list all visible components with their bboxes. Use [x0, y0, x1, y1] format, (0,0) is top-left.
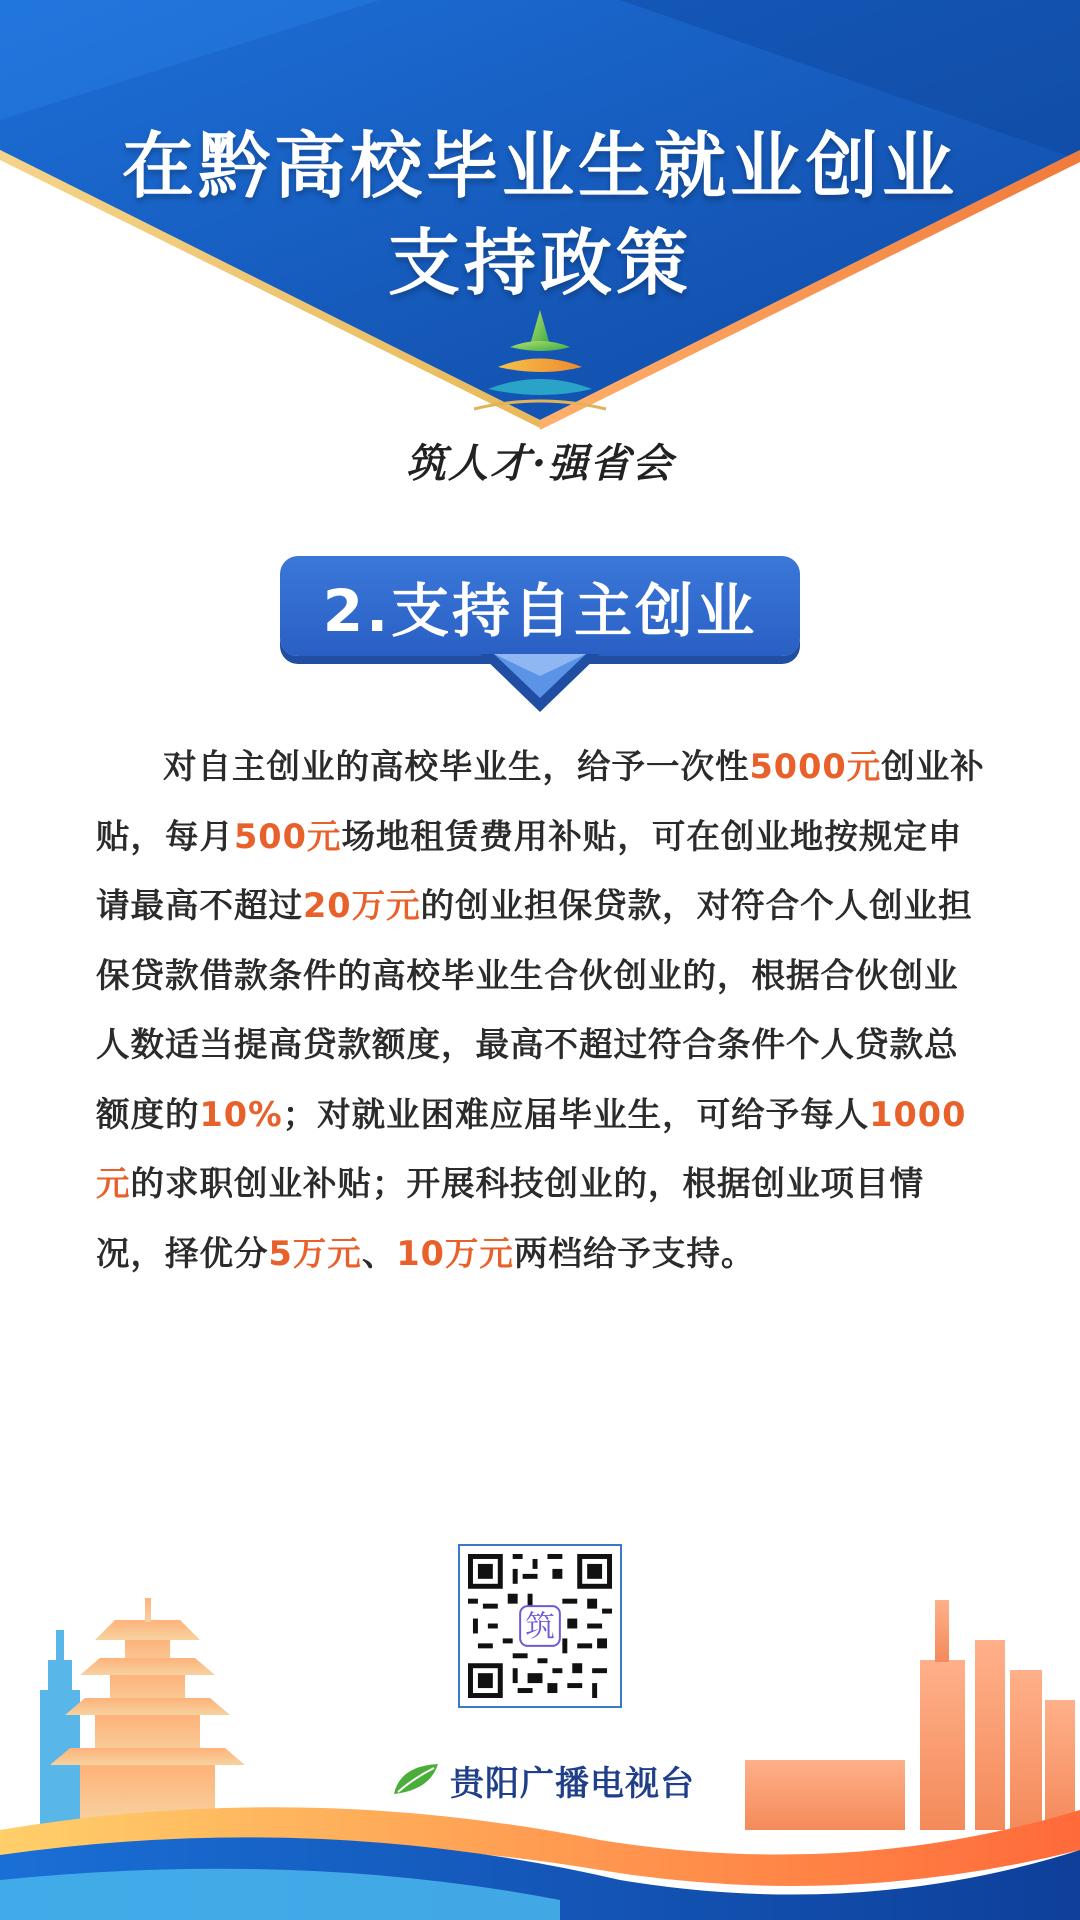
paragraph-text: 的创业担保贷款，对符合个人创业担保贷款借款条件的高校毕业生合伙创业的，根据合伙创业人数适当提高贷款额度，最高不超过符合条件个人贷款总额度的: [96, 886, 973, 1134]
leaf-logo-icon: [390, 1760, 442, 1800]
section-badge-label: 2.支持自主创业: [280, 556, 800, 656]
highlight-amount: 20万元: [303, 886, 421, 925]
broadcaster-brand: [390, 1755, 710, 1805]
page-title-line-2: 支持政策: [387, 221, 692, 305]
talent-logo-icon: [470, 305, 610, 415]
paragraph-text: ；对就业困难应届毕业生，可给予每人: [282, 1094, 870, 1134]
paragraph-text: 场地租赁费用补贴，可在创业地按规定申请最高不超过: [96, 816, 963, 925]
paragraph-text: 创业补贴，每月: [96, 747, 985, 856]
highlight-amount: 5万元: [268, 1233, 362, 1273]
broadcaster-name: 贵阳广播电视台: [450, 1763, 695, 1804]
qr-center-logo: 筑: [525, 1608, 555, 1644]
highlight-amount: 500元: [234, 816, 342, 856]
highlight-amount: 10万元: [396, 1233, 514, 1273]
highlight-amount: 5000元: [749, 747, 882, 786]
paragraph-text: 的求职创业补贴；开展科技创业的，根据创业项目情况，择优分: [96, 1164, 924, 1273]
highlight-amount: 1000元: [96, 1094, 967, 1203]
slogan: 筑人才·强省会: [406, 440, 674, 487]
paragraph-text: 两档给予支持。: [513, 1233, 756, 1273]
policy-paragraph: [96, 732, 986, 1288]
qr-code[interactable]: [458, 1544, 622, 1708]
section-badge: [280, 556, 800, 716]
paragraph-text: 对自主创业的高校毕业生，给予一次性: [163, 747, 750, 786]
highlight-amount: 10%: [199, 1094, 283, 1134]
page-title-line-1: 在黔高校毕业生就业创业: [121, 124, 958, 208]
badge-pointer-icon: [480, 654, 600, 714]
qr-code-pattern-icon: [468, 1554, 612, 1698]
paragraph-text: 、: [361, 1233, 397, 1273]
